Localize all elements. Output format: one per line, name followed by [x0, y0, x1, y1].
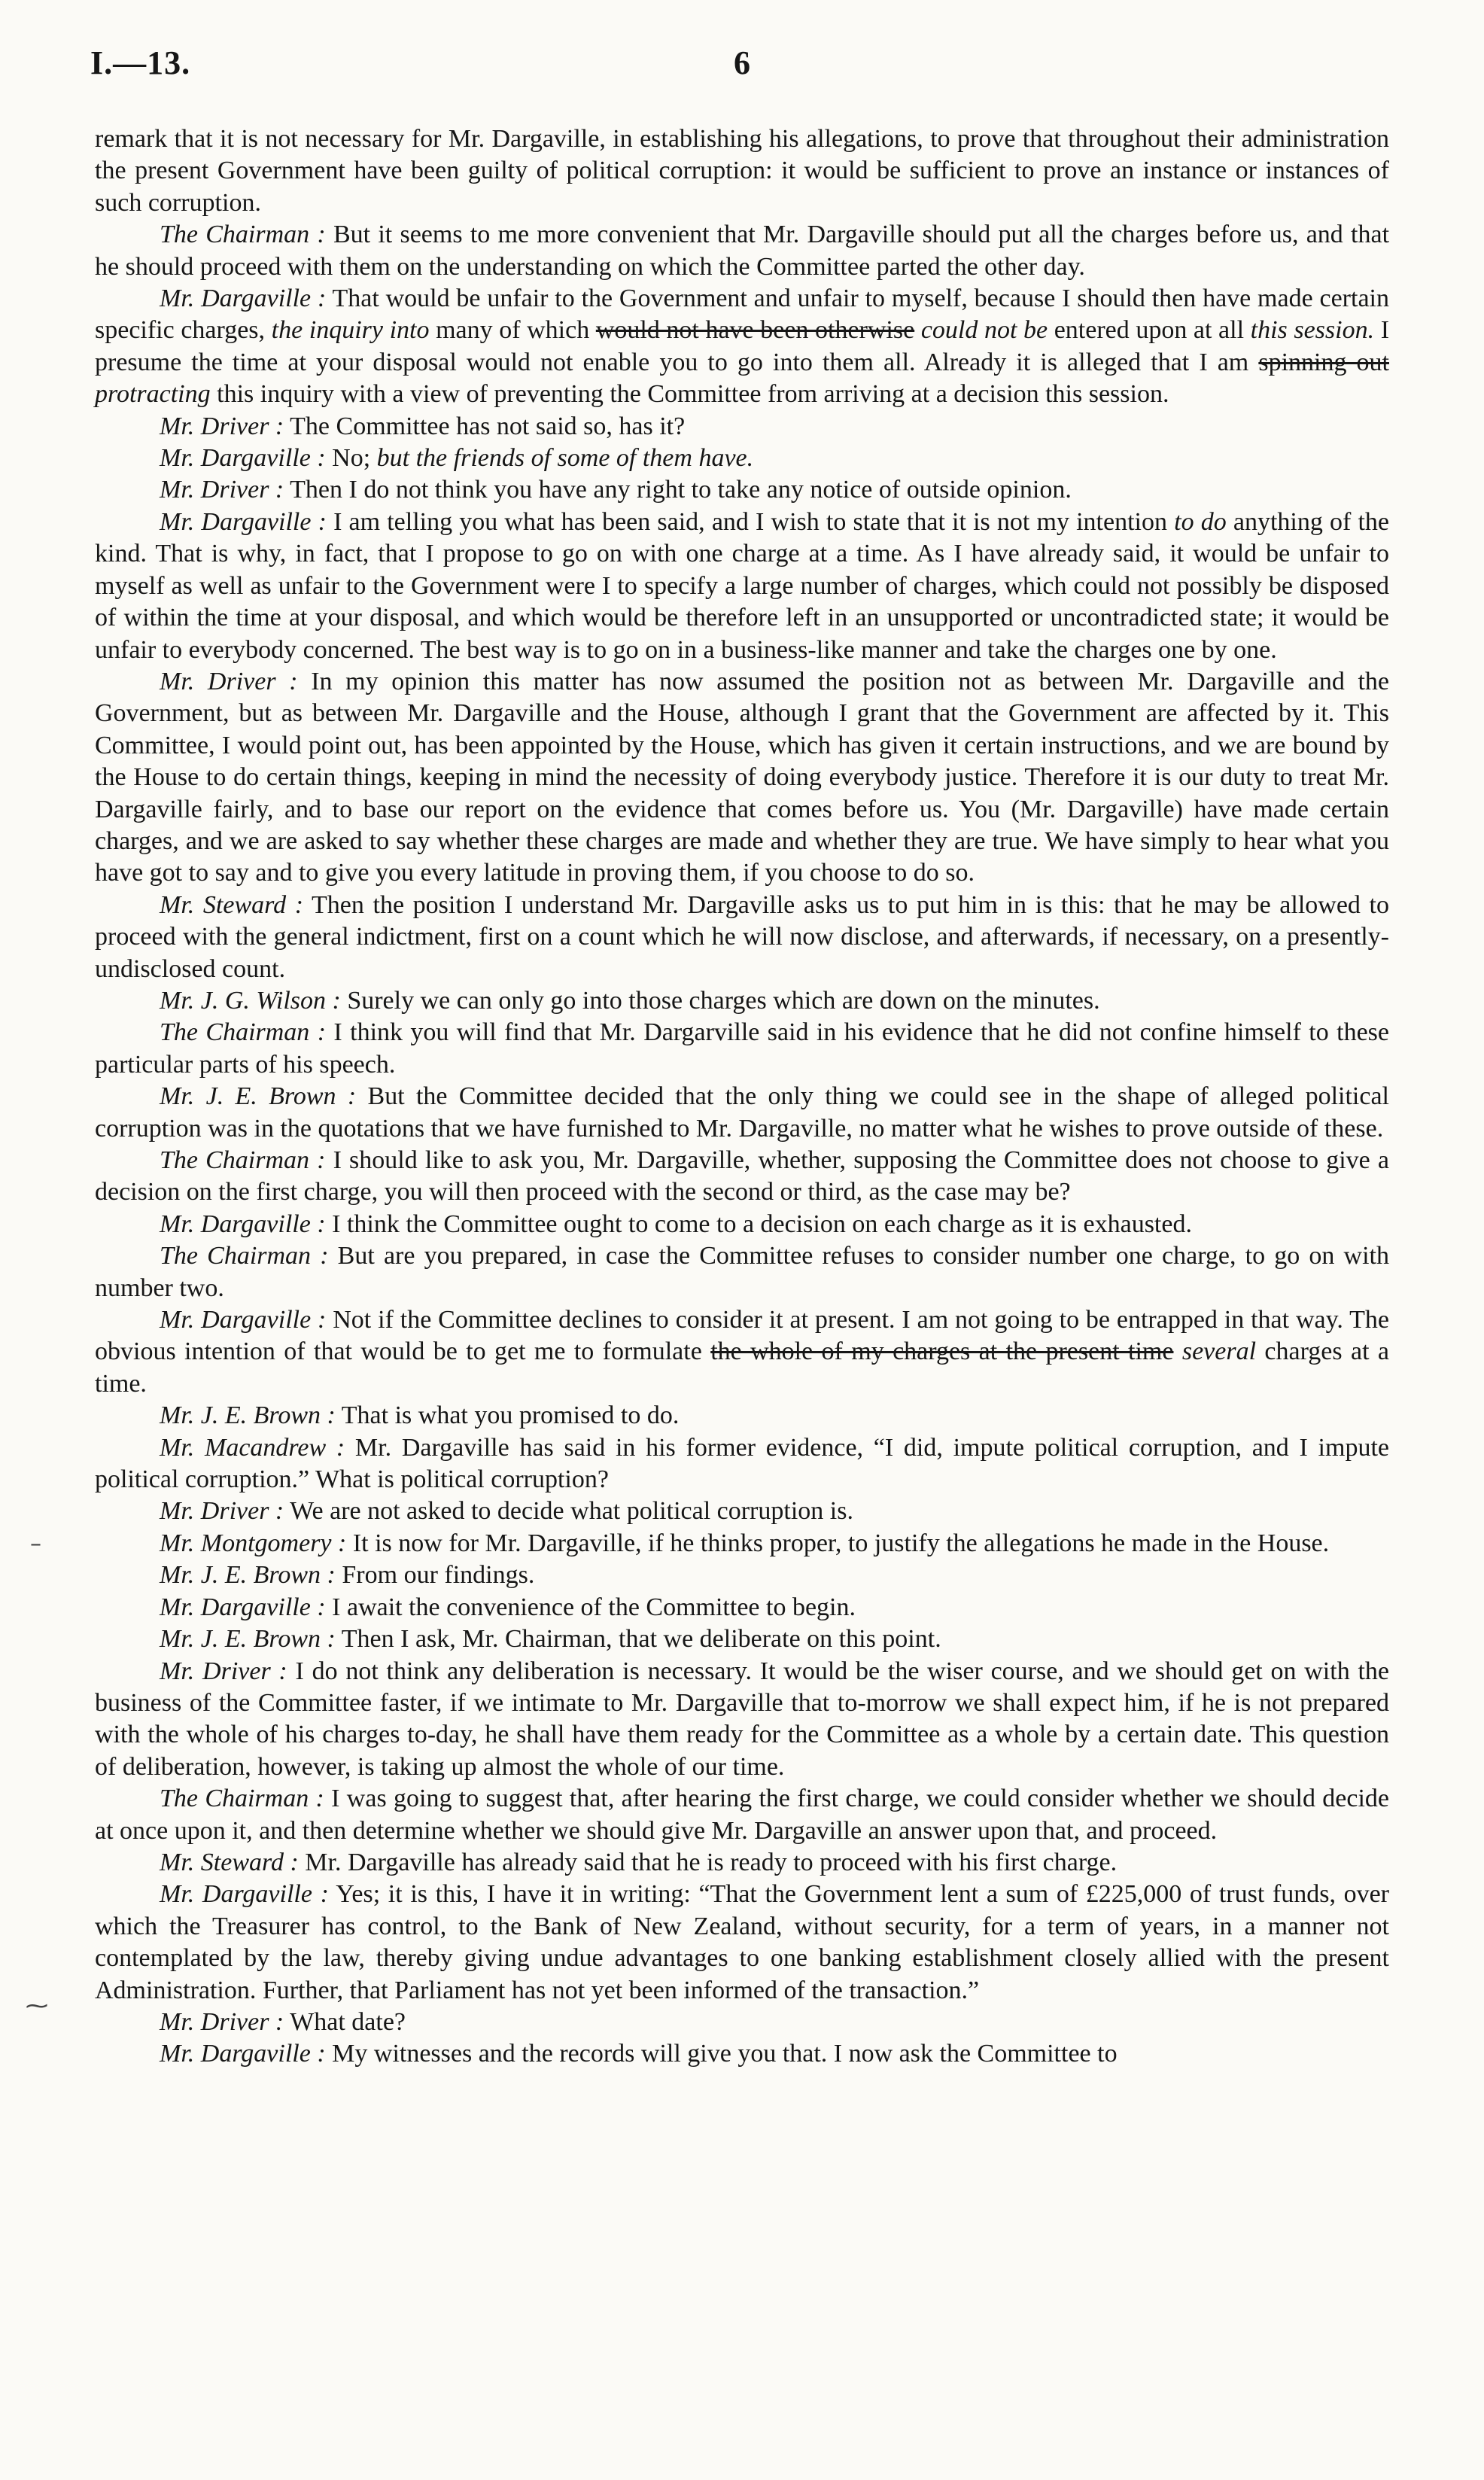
document-reference: I.—13. [90, 44, 191, 81]
inserted-text: but the friends of some of them have. [376, 444, 754, 473]
paragraph [95, 411, 1389, 443]
text-run: Then I do not think you have any right to take any notice of outside opinion. [284, 476, 1072, 504]
text-run: But the Committee decided that the only thing we could see in the shape of alleged political corruption was in the quotations that we have furnished to Mr. Dargaville, no matter what he wishes to prove outside of these. [95, 1082, 1389, 1143]
paragraph [95, 1528, 1389, 1560]
text-run: But are you prepared, in case the Committee refuses to consider number one charge, to go on with number two. [95, 1242, 1389, 1302]
speaker-name: Mr. Driver : [160, 1657, 287, 1685]
text-run: We are not asked to decide what political corruption is. [284, 1497, 853, 1526]
text-run: many of which [429, 316, 596, 345]
paragraph [95, 1209, 1389, 1240]
text-run: Then I ask, Mr. Chairman, that we deliberate on this point. [335, 1625, 941, 1654]
inserted-text: several [1181, 1337, 1257, 1366]
speaker-name: Mr. Dargaville : [160, 285, 327, 313]
speaker-name: Mr. Driver : [160, 412, 284, 440]
text-run: From our findings. [335, 1561, 535, 1590]
transcript-body [95, 123, 1389, 2071]
speaker-name: The Chairman : [160, 1146, 326, 1174]
paragraph [95, 2007, 1389, 2038]
speaker-name: The Chairman : [160, 1018, 327, 1047]
speaker-name: Mr. Dargaville : [160, 1306, 327, 1334]
text-run: In my opinion this matter has now assumed the position not as between Mr. Dargaville and the Government, but as between Mr. Dargaville and the House, although I grant that the Government are affected by it. This Committee, I would point out, has been appointed by the House, which has given it certain instructions, and we are bound by the House to do certain things, keeping in mind the necessity of doing everybody justice. Therefore it is our duty to treat Mr. Dargaville fairly, and to base our report on the evidence that comes before us. You (Mr. Dargaville) have made certain charges, and we are asked to say whether these charges are made and whether they are true. We have simply to hear what you have got to say and to give you every latitude in proving them, if you choose to do so. [95, 667, 1390, 887]
text-run: I await the convenience of the Committee to begin. [325, 1593, 856, 1621]
text-run: I was going to suggest that, after hearing the first charge, we could consider whether we should decide at once upon it, and then determine whether we should give Mr. Dargaville an answer upon that, and proceed. [95, 1785, 1389, 1845]
speaker-name: Mr. Dargaville : [160, 1210, 326, 1238]
speaker-name: Mr. J. E. Brown : [160, 1401, 336, 1430]
paragraph [95, 1592, 1389, 1623]
paragraph [95, 1145, 1389, 1209]
text-run [914, 316, 921, 344]
inserted-text: could not be [920, 316, 1048, 345]
paragraph [95, 283, 1389, 411]
paragraph [95, 1017, 1389, 1081]
paragraph [95, 474, 1389, 506]
speaker-name: Mr. Steward : [160, 890, 304, 919]
text-run: I think you will find that Mr. Dargarville said in his evidence that he did not confine himself to these particular parts of his speech. [95, 1018, 1389, 1079]
margin-mark-squiggle: ⁓ [26, 1993, 48, 2019]
speaker-name: Mr. Steward : [160, 1848, 299, 1876]
paragraph [95, 1432, 1389, 1496]
speaker-name: Mr. Dargaville : [160, 1880, 329, 1909]
speaker-name: Mr. Dargaville : [160, 444, 326, 473]
paragraph [95, 123, 1389, 219]
text-run: The Committee has not said so, has it? [284, 412, 686, 440]
paragraph [95, 1783, 1389, 1847]
text-run: this inquiry with a view of preventing the Committee from arriving at a decision this session. [210, 380, 1169, 409]
paragraph [95, 1496, 1389, 1527]
text-run: Mr. Dargaville has said in his former evidence, “I did, impute political corruption, and I impute political corruption.” What is political corruption? [95, 1433, 1389, 1494]
paragraph [95, 1879, 1389, 2007]
text-run: What date? [284, 2007, 406, 2036]
paragraph [95, 443, 1389, 474]
struck-text: would not have been otherwise [595, 316, 915, 345]
paragraph [95, 1560, 1389, 1591]
text-run: I am telling you what has been said, and I wish to state that it is not my intention [326, 507, 1175, 536]
speaker-name: Mr. J. E. Brown : [160, 1625, 336, 1654]
text-run: My witnesses and the records will give you that. I now ask the Committee to [325, 2040, 1118, 2068]
paragraph [95, 1081, 1389, 1145]
speaker-name: Mr. Macandrew : [160, 1433, 345, 1462]
paragraph [95, 507, 1389, 666]
paragraph [95, 1847, 1389, 1879]
text-run: I do not think any deliberation is necessary. It would be the wiser course, and we should get on with the business of the Committee faster, if we intimate to Mr. Dargaville that to-morrow we shall expect him, if he is not prepared with the whole of his charges to-day, he shall have them ready for the Committee as a whole by a certain date. This question of deliberation, however, is taking up almost the whole of our time. [95, 1657, 1389, 1781]
text-run: I should like to ask you, Mr. Dargaville, whether, supposing the Committee does not choose to give a decision on the first charge, you will then proceed with the second or third, as the case may be? [95, 1146, 1389, 1207]
paragraph [95, 1623, 1389, 1655]
speaker-name: Mr. Driver : [160, 2007, 284, 2036]
paragraph [95, 1240, 1389, 1304]
speaker-name: The Chairman : [160, 1242, 329, 1270]
speaker-name: Mr. Montgomery : [160, 1529, 347, 1557]
inserted-text: the inquiry into [271, 316, 430, 345]
text-run: charges at a time. [95, 1337, 1389, 1398]
text-run: But it seems to me more convenient that Mr. Dargaville should put all the charges before us, and that he should proceed with them on the understanding on which the Committee parted the other day. [95, 221, 1390, 281]
speaker-name: The Chairman : [160, 221, 326, 249]
text-run: remark that it is not necessary for Mr. Dargaville, in establishing his allegations, to prove that throughout their administration the present Government have been guilty of political corruption: it would be sufficient to prove an instance or instances of such corruption. [95, 125, 1389, 217]
speaker-name: Mr. Driver : [160, 1497, 284, 1526]
text-run: Surely we can only go into those charges which are down on the minutes. [340, 986, 1100, 1015]
text-run: anything of the kind. That is why, in fact, that I propose to go on with one charge at a time. As I have already said, it would be unfair to myself as well as unfair to the Government were I to specify a large number of charges, which could not possibly be disposed of within the time at your disposal, and which would be therefore left in an unsupported or uncontradicted state; it would be unfair to everybody concerned. The best way is to go on in a business-like manner and take the charges one by one. [95, 507, 1389, 664]
paragraph [95, 219, 1389, 283]
page-header [0, 44, 1484, 89]
speaker-name: Mr. Dargaville : [160, 2040, 326, 2068]
speaker-name: Mr. Dargaville : [160, 1593, 326, 1621]
speaker-name: Mr. J. E. Brown : [160, 1561, 336, 1590]
struck-text: spinning out [1258, 348, 1389, 376]
paragraph [95, 1400, 1389, 1432]
text-run [1173, 1337, 1181, 1365]
page-number: 6 [734, 44, 750, 81]
inserted-text: this session. [1250, 316, 1375, 345]
text-run: Not if the Committee declines to consider it at present. I am not going to be entrapped in that way. The obvious intention of that would be to get me to formulate [95, 1306, 1389, 1366]
text-run: That is what you promised to do. [335, 1401, 680, 1430]
speaker-name: Mr. Driver : [160, 476, 284, 504]
text-run: Yes; it is this, I have it in writing: “That the Government lent a sum of £225,000 of trust funds, over which the Treasurer has control, to the Bank of New Zealand, without security, for a term of years, in a manner not contemplated by the law, thereby giving undue advantages to one banking establishment closely allied with the present Administration. Further, that Parliament has not yet been informed of the transaction.” [95, 1880, 1389, 2004]
margin-mark-dash: – [30, 1531, 41, 1557]
paragraph [95, 1656, 1389, 1784]
text-run: No; [325, 444, 377, 473]
text-run: Then the position I understand Mr. Dargaville asks us to put him in is this: that he may be allowed to proceed with the general indictment, first on a count which he will now disclose, and afterwards, if necessary, on a presently-undisclosed count. [95, 890, 1389, 983]
text-run: entered upon at all [1048, 316, 1251, 345]
text-run: That would be unfair to the Government and unfair to myself, because I should then have made certain specific charges, [95, 285, 1389, 345]
struck-text: the whole of my charges at the present time [710, 1337, 1174, 1366]
paragraph [95, 985, 1389, 1017]
text-run: I think the Committee ought to come to a decision on each charge as it is exhausted. [325, 1210, 1192, 1238]
speaker-name: Mr. Dargaville : [160, 507, 327, 536]
text-run: It is now for Mr. Dargaville, if he thinks proper, to justify the allegations he made in the House. [346, 1529, 1330, 1557]
inserted-text: to do [1174, 507, 1227, 536]
text-run: I presume the time at your disposal would not enable you to go into them all. Already it is alleged that I am [95, 316, 1390, 376]
paragraph [95, 2038, 1389, 2070]
text-run: Mr. Dargaville has already said that he is ready to proceed with his first charge. [298, 1848, 1118, 1876]
paragraph [95, 666, 1389, 890]
speaker-name: Mr. Driver : [160, 667, 298, 695]
inserted-text: protracting [95, 380, 211, 409]
speaker-name: The Chairman : [160, 1785, 324, 1813]
paragraph [95, 1304, 1389, 1400]
speaker-name: Mr. J. G. Wilson : [160, 986, 341, 1015]
speaker-name: Mr. J. E. Brown : [160, 1082, 357, 1111]
paragraph [95, 890, 1389, 985]
